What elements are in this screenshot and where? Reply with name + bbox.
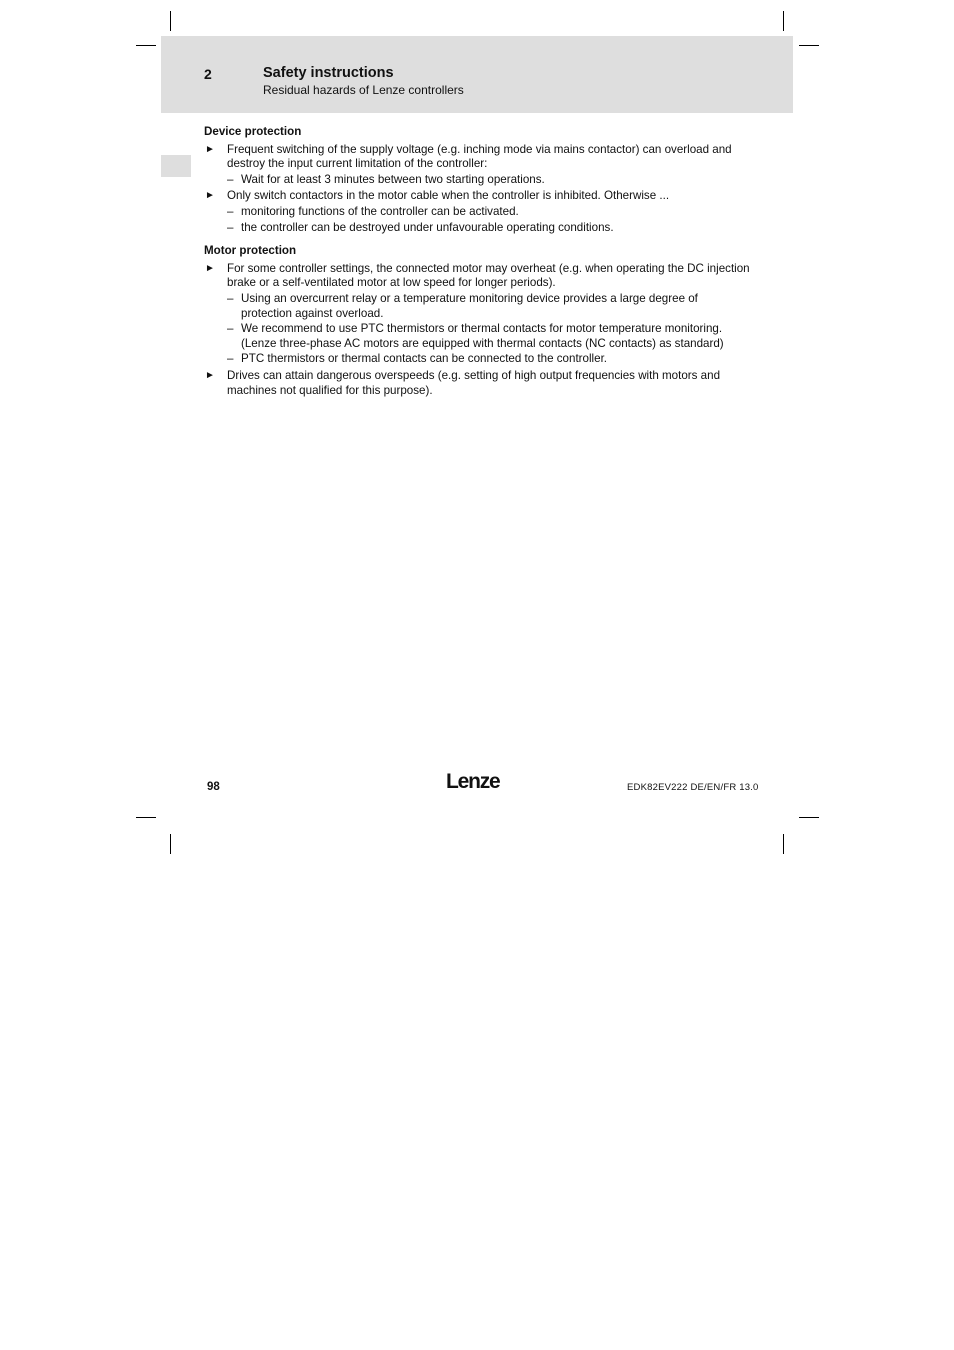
dash-item — [204, 292, 752, 321]
chapter-header-band — [161, 36, 793, 113]
dash-icon: – — [227, 352, 234, 366]
chapter-number: 2 — [204, 66, 212, 82]
dash-icon: – — [227, 322, 234, 336]
chapter-title: Safety instructions — [263, 65, 394, 81]
page-number: 98 — [207, 781, 220, 793]
crop-mark — [783, 834, 784, 854]
crop-mark — [783, 11, 784, 31]
dash-icon: – — [227, 204, 234, 218]
bullet-text: Drives can attain dangerous overspeeds (e.g. setting of high output frequencies with motors and machines not qualified for this purpose). — [227, 368, 721, 397]
dash-icon: – — [227, 172, 234, 186]
dash-item — [204, 221, 752, 236]
bullet-text: For some controller settings, the connected motor may overheat (e.g. when operating the DC injection brake or a self-ventilated motor at low speed for longer periods). — [227, 261, 750, 290]
dash-icon: – — [227, 220, 234, 234]
crop-mark — [136, 817, 156, 818]
dash-item — [204, 173, 752, 188]
bullet-item — [204, 369, 752, 398]
bullet-text: Only switch contactors in the motor cable when the controller is inhibited. Otherwise ... — [227, 189, 670, 203]
chapter-subtitle: Residual hazards of Lenze controllers — [263, 83, 464, 97]
dash-text: We recommend to use PTC thermistors or thermal contacts for motor temperature monitoring. (Lenze three-phase AC motors are equipped with thermal contacts (NC contacts) as standard) — [241, 322, 724, 350]
dash-text: monitoring functions of the controller can be activated. — [241, 204, 519, 218]
bullet-text: Frequent switching of the supply voltage (e.g. inching mode via mains contactor) can overload and destroy the input current limitation of the controller: — [227, 142, 732, 171]
section-heading-device-protection: Device protection — [204, 125, 302, 138]
bullet-item — [204, 143, 752, 172]
lenze-logo: Lenze — [446, 770, 500, 793]
dash-icon: – — [227, 291, 234, 305]
document-id: EDK82EV222 DE/EN/FR 13.0 — [627, 782, 759, 793]
crop-mark — [799, 45, 819, 46]
crop-mark — [170, 11, 171, 31]
dash-item — [204, 205, 752, 220]
bullet-item — [204, 262, 752, 291]
side-tab-marker — [161, 155, 191, 177]
section-heading-motor-protection: Motor protection — [204, 244, 297, 258]
dash-text: PTC thermistors or thermal contacts can be connected to the controller. — [241, 352, 608, 366]
crop-mark — [799, 817, 819, 818]
triangle-bullet-icon: ► — [205, 369, 215, 381]
crop-mark — [170, 834, 171, 854]
triangle-bullet-icon: ► — [205, 143, 215, 155]
crop-mark — [136, 45, 156, 46]
bullet-item — [204, 189, 752, 204]
dash-text: Wait for at least 3 minutes between two starting operations. — [241, 172, 545, 186]
dash-text: the controller can be destroyed under unfavourable operating conditions. — [241, 220, 614, 234]
triangle-bullet-icon: ► — [205, 190, 215, 202]
dash-item — [204, 352, 752, 367]
page-content — [204, 125, 752, 398]
dash-item — [204, 322, 752, 351]
triangle-bullet-icon: ► — [205, 262, 215, 274]
dash-text: Using an overcurrent relay or a temperature monitoring device provides a large degree of protection against overload. — [241, 291, 698, 320]
